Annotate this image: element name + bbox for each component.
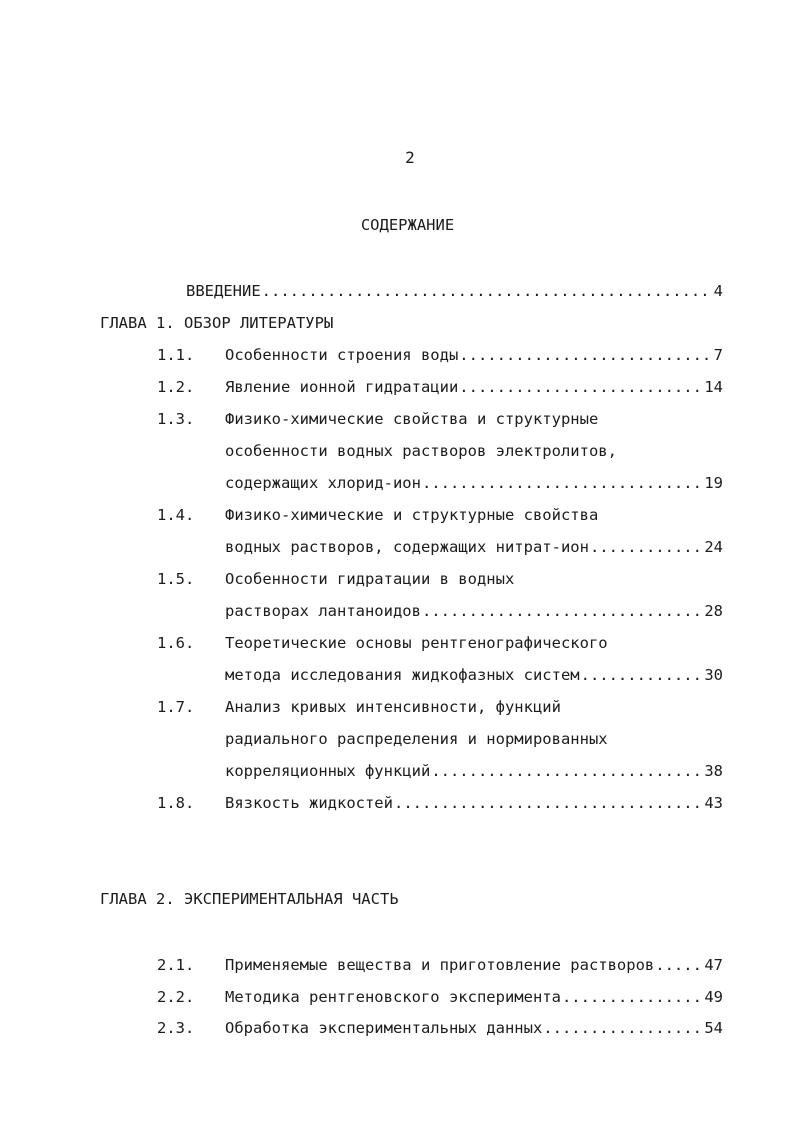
toc-entry-1-4[interactable] — [225, 537, 723, 557]
dot-leader — [543, 1018, 703, 1038]
dot-leader — [590, 537, 703, 557]
toc-entry-1-1[interactable] — [225, 345, 723, 365]
entry-page: 49 — [704, 988, 723, 1006]
entry-page: 47 — [704, 956, 723, 974]
entry-label: метода исследования жидкофазных систем — [225, 666, 580, 684]
section-number: 2.2. — [157, 988, 195, 1006]
toc-entry-1-2[interactable] — [225, 377, 723, 397]
toc-entry-1-8[interactable] — [225, 793, 723, 813]
chapter-2-heading: ГЛАВА 2. ЭКСПЕРИМЕНТАЛЬНАЯ ЧАСТЬ — [100, 890, 399, 908]
dot-leader — [422, 473, 703, 493]
dot-leader — [262, 281, 713, 301]
entry-label: Особенности строения воды — [225, 346, 459, 364]
toc-title: СОДЕРЖАНИЕ — [360, 216, 455, 234]
dot-leader — [431, 761, 703, 781]
entry-text-line: Физико-химические свойства и структурные — [225, 410, 599, 428]
section-number: 1.4. — [157, 506, 195, 524]
entry-page: 19 — [704, 474, 723, 492]
entry-label: Явление ионной гидратации — [225, 378, 459, 396]
section-number: 1.3. — [157, 410, 195, 428]
entry-label: водных растворов, содержащих нитрат-ион — [225, 538, 589, 556]
toc-entry-2-1[interactable] — [225, 955, 723, 975]
dot-leader — [394, 793, 703, 813]
toc-entry-2-3[interactable] — [225, 1018, 723, 1038]
section-number: 1.7. — [157, 698, 195, 716]
section-number: 1.8. — [157, 794, 195, 812]
entry-label: Применяемые вещества и приготовление растворов — [225, 956, 655, 974]
section-number: 2.1. — [157, 956, 195, 974]
dot-leader — [459, 377, 703, 397]
toc-entry-1-3[interactable] — [225, 473, 723, 493]
entry-page: 38 — [704, 762, 723, 780]
toc-entry-1-6[interactable] — [225, 665, 723, 685]
entry-text-line: особенности водных растворов электролитов, — [225, 442, 617, 460]
entry-text-line: радиального распределения и нормированных — [225, 730, 608, 748]
dot-leader — [422, 601, 703, 621]
section-number: 1.6. — [157, 634, 195, 652]
page-number: 2 — [405, 148, 415, 167]
section-number: 1.2. — [157, 378, 195, 396]
toc-entry-1-5[interactable] — [225, 601, 723, 621]
entry-page: 4 — [713, 282, 723, 300]
dot-leader — [655, 955, 703, 975]
dot-leader — [581, 665, 704, 685]
entry-label: корреляционных функций — [225, 762, 431, 780]
entry-page: 14 — [704, 378, 723, 396]
entry-page: 30 — [704, 666, 723, 684]
toc-entry-2-2[interactable] — [225, 987, 723, 1007]
entry-text-line: Анализ кривых интенсивности, функций — [225, 698, 561, 716]
entry-page: 28 — [704, 602, 723, 620]
toc-entry-1-7[interactable] — [225, 761, 723, 781]
entry-text-line: Физико-химические и структурные свойства — [225, 506, 599, 524]
entry-page: 24 — [704, 538, 723, 556]
entry-label: содержащих хлорид-ион — [225, 474, 421, 492]
entry-page: 54 — [704, 1019, 723, 1037]
section-number: 1.5. — [157, 570, 195, 588]
entry-label: растворах лантаноидов — [225, 602, 421, 620]
entry-text-line: Теоретические основы рентгенографического — [225, 634, 608, 652]
entry-label: ВВЕДЕНИЕ — [186, 282, 261, 300]
chapter-1-heading: ГЛАВА 1. ОБЗОР ЛИТЕРАТУРЫ — [100, 314, 334, 332]
entry-label: Методика рентгеновского эксперимента — [225, 988, 561, 1006]
dot-leader — [562, 987, 703, 1007]
toc-entry-intro[interactable] — [186, 281, 723, 301]
entry-text-line: Особенности гидратации в водных — [225, 570, 515, 588]
entry-label: Обработка экспериментальных данных — [225, 1019, 543, 1037]
entry-page: 43 — [704, 794, 723, 812]
entry-page: 7 — [713, 346, 723, 364]
dot-leader — [459, 345, 712, 365]
entry-label: Вязкость жидкостей — [225, 794, 393, 812]
section-number: 1.1. — [157, 346, 195, 364]
section-number: 2.3. — [157, 1019, 195, 1037]
